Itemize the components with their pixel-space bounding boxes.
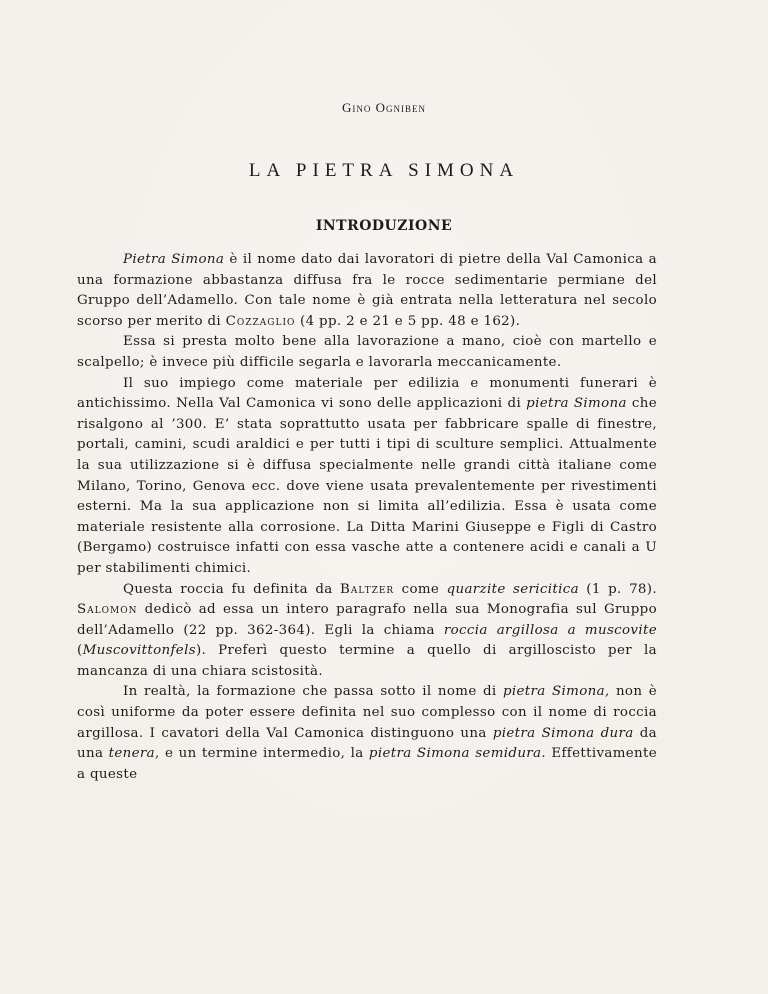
- italic-text: pietra Simona semidura: [368, 746, 542, 762]
- article-title: LA PIETRA SIMONA: [248, 160, 520, 181]
- text-run: come: [394, 581, 447, 597]
- text-run: . Effettivamente a queste: [77, 746, 658, 782]
- text-run: che risalgono al ’300. E’ stata soprattutto usata per fabbricare spalle di finestre, portali, camini, scudi araldici e per tutti i tipi di sculture semplici. Attualmente la sua utilizzazione si è diffusa specialmente nelle grandi città italiane come Milano, Torino, Genova ecc. dove viene usata prevalentemente per rivestimenti esterni. Ma la sua applicazione non si limita all’edilizia. Essa è usata come materiale resistente alla corrosione. La Ditta Marini Giuseppe e Figli di Castro (Bergamo) costruisce infatti con essa vasche atte a contenere acidi e canali a U per stabilimenti chimici.: [77, 396, 657, 576]
- paragraph: [77, 250, 657, 332]
- paragraph: [77, 580, 657, 683]
- body-text: [77, 250, 657, 785]
- paragraph: [77, 682, 657, 785]
- paragraph: [77, 374, 657, 580]
- italic-text: roccia argillosa a muscovite: [443, 622, 657, 638]
- italic-text: Muscovittonfels: [82, 643, 196, 659]
- text-run: da una: [77, 725, 657, 762]
- author-citation: Cozzaglio: [225, 313, 296, 329]
- text-run: Essa si presta molto bene alla lavorazione a mano, cioè con martello e scalpello; è invece più difficile segarla e lavorarla meccanicamente.: [77, 334, 657, 370]
- text-run: , e un termine intermedio, la: [155, 746, 369, 762]
- italic-text: quarzite sericitica: [446, 581, 579, 597]
- paragraph: [77, 332, 657, 373]
- text-run: , non è così uniforme da poter essere definita nel suo complesso con il nome di roccia argillosa. I cavatori della Val Camonica distinguono una: [77, 684, 657, 741]
- italic-text: Pietra Simona: [123, 252, 225, 267]
- text-run: Questa roccia fu definita da: [123, 581, 341, 597]
- italic-text: pietra Simona dura: [492, 725, 634, 741]
- italic-text: tenera: [108, 746, 155, 762]
- text-run: (: [77, 643, 83, 659]
- italic-text: pietra Simona: [502, 684, 605, 700]
- text-run: (4 pp. 2 e 21 e 5 pp. 48 e 162).: [295, 313, 521, 329]
- italic-text: pietra Simona: [526, 396, 627, 412]
- text-run: dedicò ad essa un intero paragrafo nella sua Monografia sul Gruppo dell’Adamello (22 pp. 362-364). Egli la chiama: [77, 602, 657, 638]
- text-run: Il suo impiego come materiale per edilizia e monumenti funerari è antichissimo. Nella Val Camonica vi sono delle applicazioni di: [77, 375, 657, 412]
- section-heading: INTRODUZIONE: [315, 218, 453, 234]
- text-run: è il nome dato dai lavoratori di pietre della Val Camonica a una formazione abbastanza diffusa fra le rocce sedimentarie permiane del Gruppo dell’Adamello. Con tale nome è già entrata nella letteratura nel secolo scorso per merito di: [77, 252, 657, 329]
- author-name: Gino Ogniben: [341, 100, 427, 115]
- author-citation: Salomon: [77, 602, 138, 618]
- author-citation: Baltzer: [340, 581, 395, 597]
- text-run: (1 p. 78).: [578, 581, 657, 597]
- text-run: In realtà, la formazione che passa sotto il nome di: [123, 684, 503, 700]
- text-run: ). Preferì questo termine a quello di argilloscisto per la mancanza di una chiara scistosità.: [77, 643, 657, 679]
